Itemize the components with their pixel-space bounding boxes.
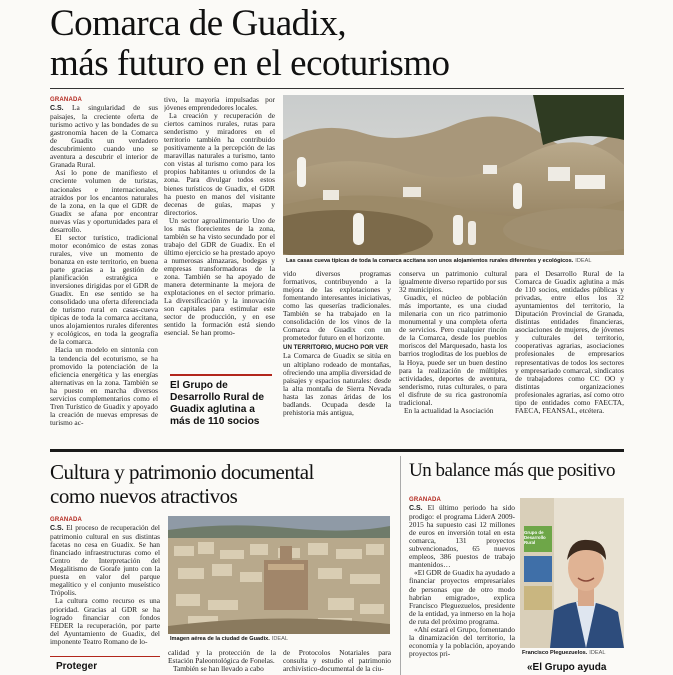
culture-col2-p1: calidad y la protección de la Estación Paleontológica de Fonelas. — [168, 649, 276, 666]
headline-rule — [50, 88, 624, 89]
main-col3-p2: La Comarca de Guadix se sitúa en un altiplano rodeado de montañas, ofreciendo una amplia diversidad de paisajes y espacios naturales: desde la alta montaña de Sierra Nevada hasta las zonas áridas de los badlands. Ocupada desde la prehistoria más antigua, — [283, 351, 391, 417]
balance-photo-caption-text: Francisco Pleguezuelos. — [522, 650, 588, 656]
main-column-2 — [164, 96, 275, 362]
balance-column-1 — [409, 496, 515, 675]
balance-photo-credit: IDEAL — [589, 650, 606, 656]
culture-teaser: Proteger — [50, 656, 160, 673]
main-col2-p2: La creación y recuperación de ciertos caminos rurales, rutas para senderismo y miradores en el territorio también ha contribuido positivamente a la percepción de las maravillas naturales a turismo, tanto con vistas al turismo como para los propios habitantes u oriundos de la zona. Para divulgar todos estos bienes turísticos de Guadix, el GDR ha puesto en manos del visitante decenas de guías, mapas y directorios. — [164, 111, 275, 217]
culture-byline: C.S. — [50, 525, 64, 533]
main-col2-p3: Uno de los más florecientes de la zona, también se ha visto secundado por el trabajo del GDR de Guadix. En el último ejercicio se ha prestado apoyo a numerosas almazaras, bodegas y empresas transformadoras de la zona. También se ha apoyado de manera determinante la mejora de explotaciones en el sector primario. La diversificación y la innovación son capitales para estimular este sector de producción, y en ese sentido la formación está siendo esencial. Se han promo- — [164, 215, 275, 338]
culture-photo-credit: IDEAL — [271, 636, 288, 642]
main-col4-p2: Guadix, el núcleo de población más importante, es una ciudad milenaria con un rico patrimonio monumental y una completa oferta de servicios. Pero cualquier rincón de la Comarca, desde los pueblos moriscos del Marquesado, hasta los barrios trogloditas de los pueblos de la Hoya, puede ser un buen destino para la realización de múltiples actividades, deportes de aventura, senderismo, rutas culturales, o para el disfrute de su rica gastronomía tradicional. — [399, 293, 507, 407]
main-col3-subhead: UN TERRITORIO, MUCHO POR VER — [283, 344, 389, 352]
main-col3-p1: vido diversos programas formativos, contribuyendo a la mejora de las explotaciones y fomentando interesantes iniciativas, como las queserías tradicionales. También se ha trabajado en la consolidación de los vinos de la Comarca de Guadix con un prometedor futuro en el horizonte. — [283, 270, 391, 343]
guadix-aerial-image — [168, 516, 390, 634]
balance-byline: C.S. — [409, 505, 423, 513]
main-headline — [50, 4, 650, 84]
guadix-aerial-photo — [168, 516, 390, 634]
cave-houses-image — [283, 95, 624, 255]
culture-col1-p2: La cultura como recurso es una prioridad. Gracias al GDR se ha logrado financiar con fondos FEDER la recuperación, por parte del Ayuntamiento de Guadix, del imponente Teatro Romano de lo- — [50, 596, 160, 646]
balance-col1-p1: El último periodo ha sido prodigo: el programa LiderA 2009-2015 ha supuesto casi 12 millones de euros en inversión total en esta comarca, 131 proyectos subvencionados, 65 nuevos empleos, 386 puestos de trabajo mantenidos… — [409, 503, 515, 570]
main-col4-p1: conserva un patrimonio cultural igualmente diverso repartido por sus 32 municipios. — [399, 270, 507, 295]
culture-column-2 — [168, 649, 276, 675]
culture-headline-line2: como nuevos atractivos — [50, 484, 238, 508]
top-photo-credit: IDEAL — [575, 258, 592, 264]
main-col2-subhead: Un sector agroalimentario — [169, 215, 249, 225]
top-photo-caption — [286, 258, 624, 264]
balance-section-tag: GRANADA — [409, 497, 442, 503]
main-column-3 — [283, 270, 391, 444]
top-photo-caption-text: Las casas cueva típicas de toda la comarca accitana son unos alojamientos rurales diferentes y ecológicos. — [286, 258, 574, 264]
pleguezuelos-photo — [520, 498, 624, 648]
bottom-column-divider — [400, 456, 401, 675]
byline: C.S. — [50, 105, 64, 113]
culture-headline-line1: Cultura y patrimonio documental — [50, 460, 314, 484]
culture-col2-p2: También se han llevado a cabo — [173, 664, 264, 674]
culture-photo-caption — [170, 636, 390, 642]
main-column-4 — [399, 270, 507, 444]
culture-col3-p1: de Protocolos Notariales para consulta y estudio el patrimonio archivístico-documental de la ciu- — [283, 649, 391, 674]
cave-houses-photo — [283, 95, 624, 255]
culture-col1-p1: El proceso de recuperación del patrimonio cultural en sus distintas facetas no cesa en Guadix. Se han financiado infraestructuras como el Centro de Interpretación del Megalitismo de Gorafe junto con la puesta en valor del parque megalítico y el conjunto museístico Trópolis. — [50, 523, 160, 598]
main-col1-p1: La singularidad de sus paisajes, la creciente oferta de turismo activo y las bondades de su gastronomía hacen de la Comarca de Guadix un verdadero descubrimiento cuando uno se aventura a descubrir el interior de Granada Rural. — [50, 103, 158, 170]
main-col5-p1: para el Desarrollo Rural de la Comarca de Guadix aglutina a más de 110 socios, entidades públicas y privadas, entre ellos los 32 ayuntamientos del territorio, la Diputación Provincial de Granada, distintas entidades financieras, asociaciones de mujeres, de jóvenes y culturales del territorio, cooperativas agrarias, asociaciones profesionales de empresarios representativas de todos los sectores y empresariado comarcal, sindicatos de trabajadores como CC OO y distintas organizaciones profesionales agrarias, así como otro tipo de entidades como FAECTA, FAECA, FEANSAL, etcétera. — [515, 270, 624, 415]
section-divider — [50, 449, 624, 452]
main-col1-p4: Hacia un modelo en sintonía con la tendencia del ecoturismo, se ha promovido la potenciación de la eficiencia energética y las energías alternativas en la zona. También se ha puesto en marcha diversos servicios complementarios como el Tren Turístico de Guadix y apoyado la creación de nuevas empresas de turismo ac- — [50, 345, 158, 427]
culture-headline — [50, 460, 390, 508]
balance-teaser: «El Grupo ayuda — [527, 662, 607, 673]
culture-column-3 — [283, 649, 391, 675]
pullquote: El Grupo de Desarrollo Rural de Guadix aglutina a más de 110 socios — [170, 374, 272, 428]
balance-photo-caption — [522, 650, 624, 656]
portrait-image — [520, 498, 624, 648]
main-col1-p3: El sector turístico, tradicional motor económico de estas zonas rurales, vive un momento de bonanza en este territorio, en buena parte gracias a la gestión de planificación estratégica e inversiones dirigidas por el GDR de Guadix. En ese sentido se ha consolidado una oferta diferenciada de turismo rural en casas-cueva típicas de toda la comarca accitana, unos alojamientos rurales diferentes y ecológicos, en toda la geografía de la comarca. — [50, 232, 158, 347]
balance-col1-p2: «El GDR de Guadix ha ayudado a financiar proyectos empresariales de personas que de otro modo habrían emigrado», explica Francisco Pleguezuelos, presidente de la entidad, ya inmerso en la hoja de ruta del próximo programa. — [409, 568, 515, 626]
balance-headline: Un balance más que positivo — [409, 460, 616, 481]
main-col2-p1: tivo, la mayoría impulsadas por jóvenes emprendedores locales. — [164, 96, 275, 113]
section-tag: GRANADA — [50, 97, 83, 103]
main-column-1 — [50, 96, 158, 444]
main-headline-line2: más futuro en el ecoturismo — [50, 43, 450, 84]
main-col1-p2: Así lo pone de manifiesto el creciente volumen de turistas, nacionales e internacionales, atraídos por los encantos naturales de la zona, en la que el GDR de Guadix se afana por encontrar nuevas vías y oportunidades para el desarrollo. — [50, 168, 158, 234]
photo-sign-text: Grupo de Desarrollo Rural — [524, 530, 546, 545]
balance-col1-p3: «Ahí estará el Grupo, fomentando la dinamización del territorio, la economía y la población, apoyando proyectos pri- — [409, 624, 515, 658]
main-column-5 — [515, 270, 624, 444]
main-headline-line1: Comarca de Guadix, — [50, 3, 347, 44]
main-col4-p3: En la actualidad la Asociación — [404, 405, 494, 415]
culture-column-1 — [50, 516, 160, 675]
culture-section-tag: GRANADA — [50, 517, 83, 523]
culture-photo-caption-text: Imagen aérea de la ciudad de Guadix. — [170, 636, 270, 642]
